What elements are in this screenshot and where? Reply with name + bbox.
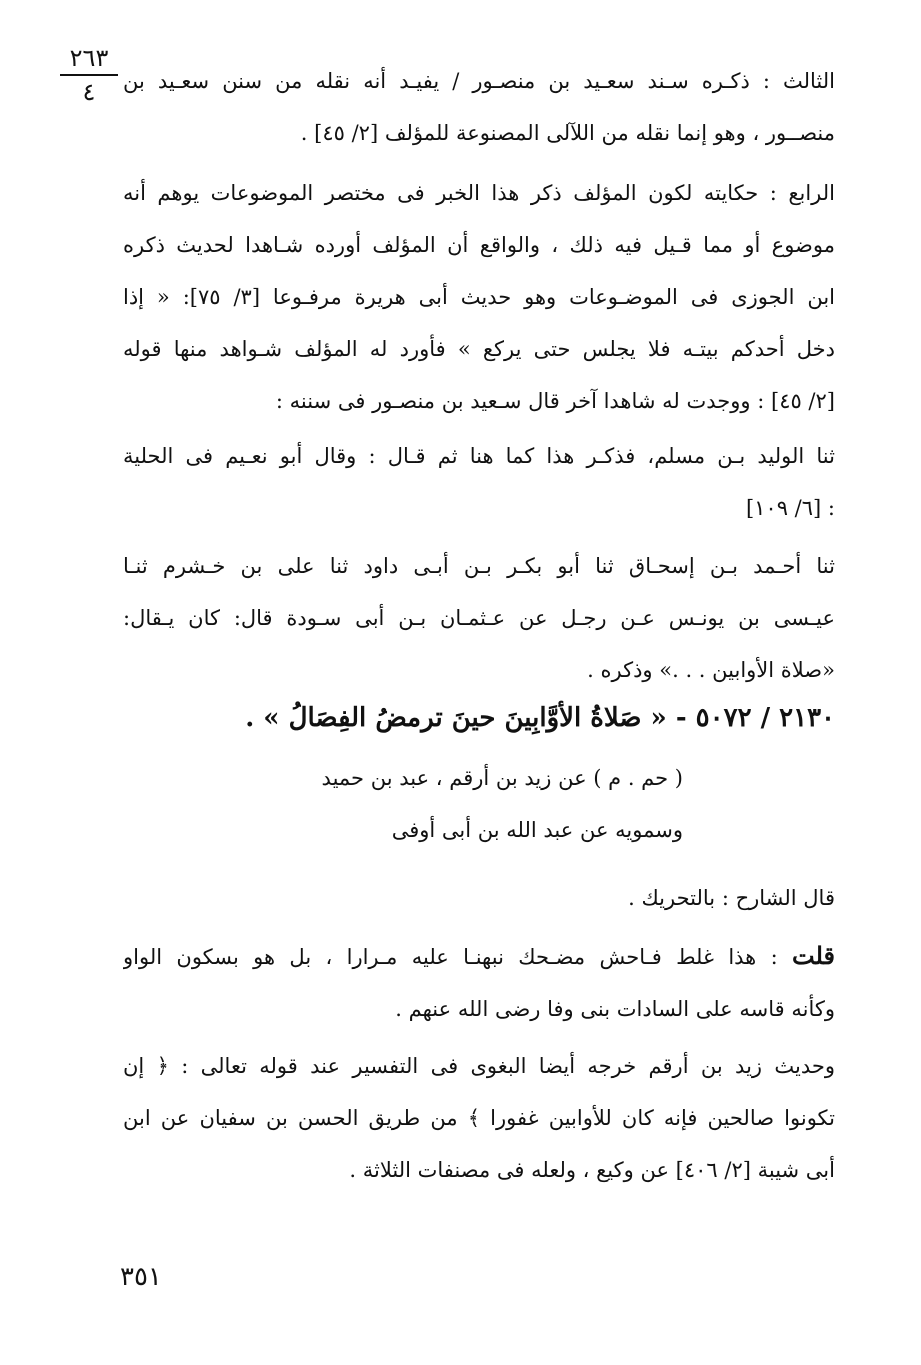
text-line: وكأنه قاسه على السادات بنى وفا رضى الله عنهم .	[395, 997, 835, 1021]
sharh-line: قال الشارح : بالتحريك .	[628, 886, 835, 910]
text-line: : [٦/ ١٠٩]	[745, 496, 835, 520]
text-line: منصــور ، وهو إنما نقله من اللآلى المصنوعة للمؤلف [٢/ ٤٥] .	[300, 121, 835, 145]
qult-label: قلت	[792, 941, 835, 970]
text-line: ابن الجوزى فى الموضـوعات وهو حديث أبى هريرة مرفـوعا [٣/ ٧٥]: « إذا	[123, 285, 835, 309]
paragraph-walid	[123, 430, 835, 534]
text-line: «صلاة الأوابين . . .» وذكره .	[587, 658, 835, 682]
hadith-sources	[123, 752, 683, 856]
text-line: ثنا أحـمد بـن إسحـاق ثنا أبو بكـر بـن أبـى داود ثنا على بن خـشرم ثنـا	[123, 554, 835, 578]
source-line: ( حم . م ) عن زيد بن أرقم ، عبد بن حميد	[321, 766, 683, 790]
reference-numerator: ٢٦٣	[60, 44, 118, 76]
qult-text: : هذا غلط فـاحش مضـحك نبهنـا عليه مـرارا ، بل هو بسكون الواو	[123, 945, 778, 969]
hadith-heading	[123, 694, 835, 742]
text-line: عيـسى بن يونـس عـن رجـل عن عـثمـان بـن أبى سـودة قال: كان يـقال:	[123, 606, 835, 630]
page-number: ٣٥١	[120, 1262, 162, 1292]
qult-paragraph	[123, 930, 835, 1035]
sharh-paragraph	[123, 872, 835, 924]
hadith-text: « صَلاةُ الأوَّابِينَ حينَ ترمضُ الفِصَالُ » .	[245, 703, 667, 733]
paragraph-isnad	[123, 540, 835, 696]
source-line: وسمويه عن عبد الله بن أبى أوفى	[391, 818, 683, 842]
text-line	[123, 930, 835, 983]
text-line: الرابع : حكايته لكون المؤلف ذكر هذا الخبر فى مختصر الموضوعات يوهم أنه	[123, 181, 835, 205]
reference-denominator: ٤	[82, 78, 96, 106]
text-line: تكونوا صالحين فإنه كان للأوابين غفورا ﴾ من طريق الحسن بن سفيان عن ابن	[123, 1106, 835, 1130]
text-line: دخل أحدكم بيتـه فلا يجلس حتى يركع » فأورد له المؤلف شـواهد منها قوله	[123, 337, 835, 361]
text-line: وحديث زيد بن أرقم خرجه أيضا البغوى فى التفسير عند قوله تعالى : ﴿ إن	[123, 1054, 835, 1078]
paragraph-thalith	[123, 55, 835, 159]
text-line: [٢/ ٤٥] : ووجدت له شاهدا آخر قال سـعيد بن منصـور فى سننه :	[275, 389, 835, 413]
hadith-number: ٢١٣٠ / ٥٠٧٢ -	[675, 703, 835, 733]
text-line: أبى شيبة [٢/ ٤٠٦] عن وكيع ، ولعله فى مصنفات الثلاثة .	[349, 1158, 835, 1182]
reference-fraction	[60, 44, 118, 106]
final-paragraph	[123, 1040, 835, 1196]
text-line: الثالث : ذكـره سـند سعـيد بن منصـور / يفيـد أنه نقله من سنن سعـيد بن	[123, 69, 835, 93]
paragraph-rabi	[123, 167, 835, 427]
text-line: ثنا الوليد بـن مسلم، فذكـر هذا كما هنا ثم قـال : وقال أبو نعـيم فى الحلية	[123, 444, 835, 468]
text-line: موضوع أو مما قـيل فيه ذلك ، والواقع أن المؤلف أورده شـاهدا لحديث ذكره	[123, 233, 835, 257]
